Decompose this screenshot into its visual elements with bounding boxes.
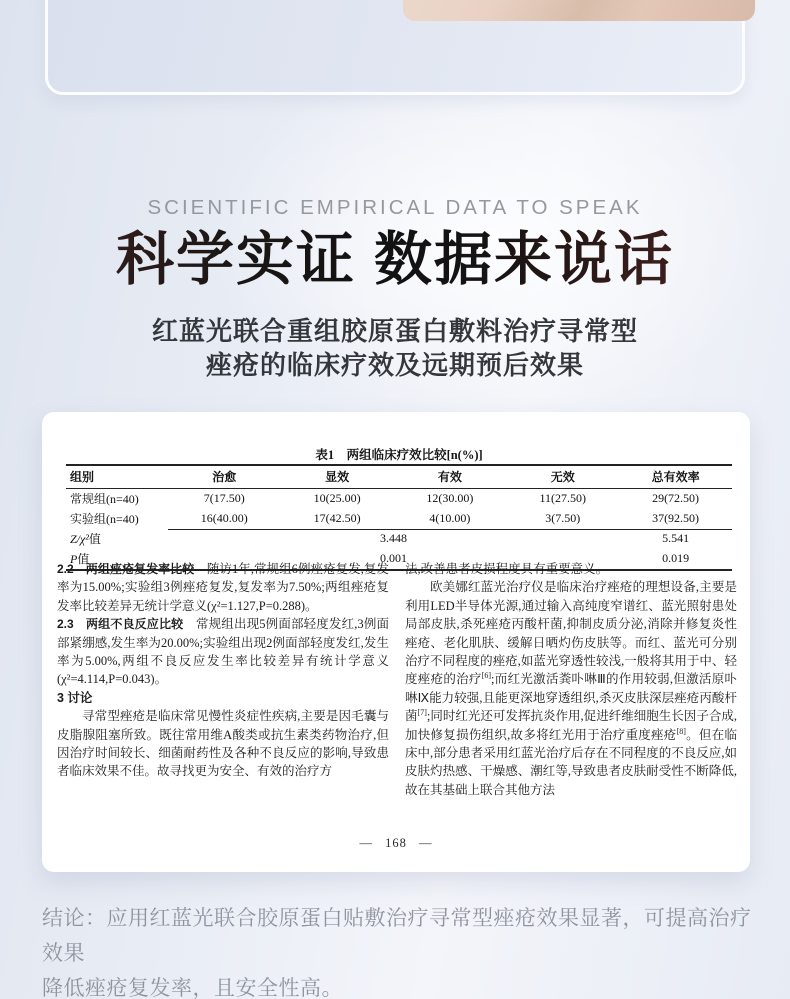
clinical-results-table <box>66 464 732 571</box>
table-header-row <box>66 465 732 489</box>
conclusion-line1: 结论：应用红蓝光联合胶原蛋白贴敷治疗寻常型痤疮效果显著，可提高治疗效果 <box>42 907 752 965</box>
table-caption: 表1 两组临床疗效比较[n(%)] <box>315 448 483 462</box>
section-2-3-heading: 2.3 两组不良反应比较 <box>57 617 184 632</box>
paragraph-text: 。但在临床中,部分患者采用红蓝光治疗后存在不同程度的不良反应,如皮肤灼热感、干燥感、潮红等,导致患者皮肤耐受性不断降低,故在其基础上联合其他方法 <box>405 727 737 797</box>
table-row <box>66 509 732 529</box>
section-2-3 <box>57 615 389 689</box>
stat-symbol: Z/χ² <box>70 532 89 546</box>
table-cell: 29(72.50) <box>652 491 700 505</box>
stat-symbol: P <box>70 552 78 566</box>
discussion-heading: 3 讨论 <box>57 690 93 705</box>
page-title: 科学实证 数据来说话 <box>0 224 790 296</box>
section-2-2 <box>57 560 389 615</box>
conclusion-text <box>42 901 756 999</box>
section-2-2-text: 随访1年,常规组6例痤疮复发,复发率为15.00%;实验组3例痤疮复发,复发率为7.50%;两组痤疮复发率比较差异无统计学意义(χ²=1.127,P=0.288)。 <box>57 562 389 613</box>
stat-suffix: 值 <box>77 552 90 566</box>
table-cell: 实验组(n=40) <box>70 512 139 526</box>
paper-right-column <box>405 560 737 799</box>
table-cell: 5.541 <box>619 529 732 549</box>
table-cell: 37(92.50) <box>652 510 700 525</box>
table-header-cell: 无效 <box>506 465 619 489</box>
conclusion-line2: 降低痤疮复发率，且安全性高。 <box>42 977 343 999</box>
table-cell <box>66 529 168 549</box>
paper-body <box>57 560 737 799</box>
paragraph-text: 欧美娜红蓝光治疗仪是临床治疗痤疮的理想设备,主要是利用LED半导体光源,通过输入高纯度窄谱红、蓝光照射患处局部皮肤,杀死痤疮丙酸杆菌,抑制皮质分泌,消除并修复炎性痤疮、老化肌肤、缓解日晒灼伤皮肤等。而红、蓝光可分别治疗不同程度的痤疮,如蓝光穿透性较浅,一般将其用于中、轻度痤疮的治疗 <box>405 580 737 687</box>
table-cell: 17(42.50) <box>313 510 361 525</box>
section-2-3-text: 常规组出现5例面部轻度发红,3例面部紧绷感,发生率为20.00%;实验组出现2例面部轻度发红,发生率为5.00%,两组不良反应发生率比较差异有统计学意义(χ²=4.114,P=0.043)。 <box>57 617 389 687</box>
table-cell: 0.001 <box>168 549 619 570</box>
table-header-cell: 总有效率 <box>619 465 732 489</box>
section-2-2-heading: 2.2 两组痤疮复发率比较 <box>57 562 195 576</box>
paper-title-cn <box>0 314 790 382</box>
table-cell: 12(30.00) <box>426 491 474 505</box>
paper-left-column <box>57 560 389 799</box>
eyebrow-heading: SCIENTIFIC EMPIRICAL DATA TO SPEAK <box>147 196 643 219</box>
right-column-paragraph <box>405 578 737 799</box>
citation-ref: [8] <box>676 726 686 736</box>
table-header-cell: 显效 <box>281 465 394 489</box>
paper-title-line2: 痤疮的临床疗效及远期预后效果 <box>205 350 584 380</box>
table-cell: 7(17.50) <box>203 491 245 505</box>
paper-card <box>42 412 750 872</box>
table-header-cell: 组别 <box>66 465 168 489</box>
citation-ref: [7] <box>417 708 427 718</box>
stat-suffix: 值 <box>88 532 101 546</box>
paragraph-text: ;而红光激活粪卟啉Ⅲ的作用较弱,但激活原卟啉Ⅸ能力较强,且能更深地穿透组织,杀灭皮肤深层痤疮丙酸杆菌 <box>405 672 737 724</box>
table-cell: 0.019 <box>619 549 732 570</box>
hero-card <box>45 0 745 95</box>
paper-title-line1: 红蓝光联合重组胶原蛋白敷料治疗寻常型 <box>151 316 638 346</box>
discussion-paragraph: 寻常型痤疮是临床常见慢性炎症性疾病,主要是因毛囊与皮脂腺阻塞所致。既往常用维A酸类或抗生素类药物治疗,但因治疗时间较长、细菌耐药性及各种不良反应的影响,导致患者临床效果不佳。故寻找更为安全、有效的治疗方 <box>57 709 389 779</box>
paragraph-text: ;同时红光还可发挥抗炎作用,促进纤维细胞生长因子合成,加快修复损伤组织,故多将红光用于治疗重度痤疮 <box>405 709 737 742</box>
table-stat-row <box>66 529 732 549</box>
right-column-continuation: 法,改善患者皮损程度具有重要意义。 <box>405 562 609 576</box>
page-number: — 168 — <box>359 836 433 850</box>
table-cell: 常规组(n=40) <box>70 492 139 506</box>
table-cell: 4(10.00) <box>429 510 471 525</box>
table-cell: 10(25.00) <box>313 491 361 505</box>
table-cell: 3(7.50) <box>545 510 581 525</box>
table-header-cell: 有效 <box>394 465 507 489</box>
table-cell: 16(40.00) <box>200 510 248 525</box>
table-header-cell: 治愈 <box>168 465 281 489</box>
after-skin-photo <box>403 0 755 21</box>
table-cell: 11(27.50) <box>539 491 586 505</box>
citation-ref: [6] <box>481 671 492 681</box>
table-row <box>66 489 732 510</box>
table-cell: 3.448 <box>168 529 619 549</box>
